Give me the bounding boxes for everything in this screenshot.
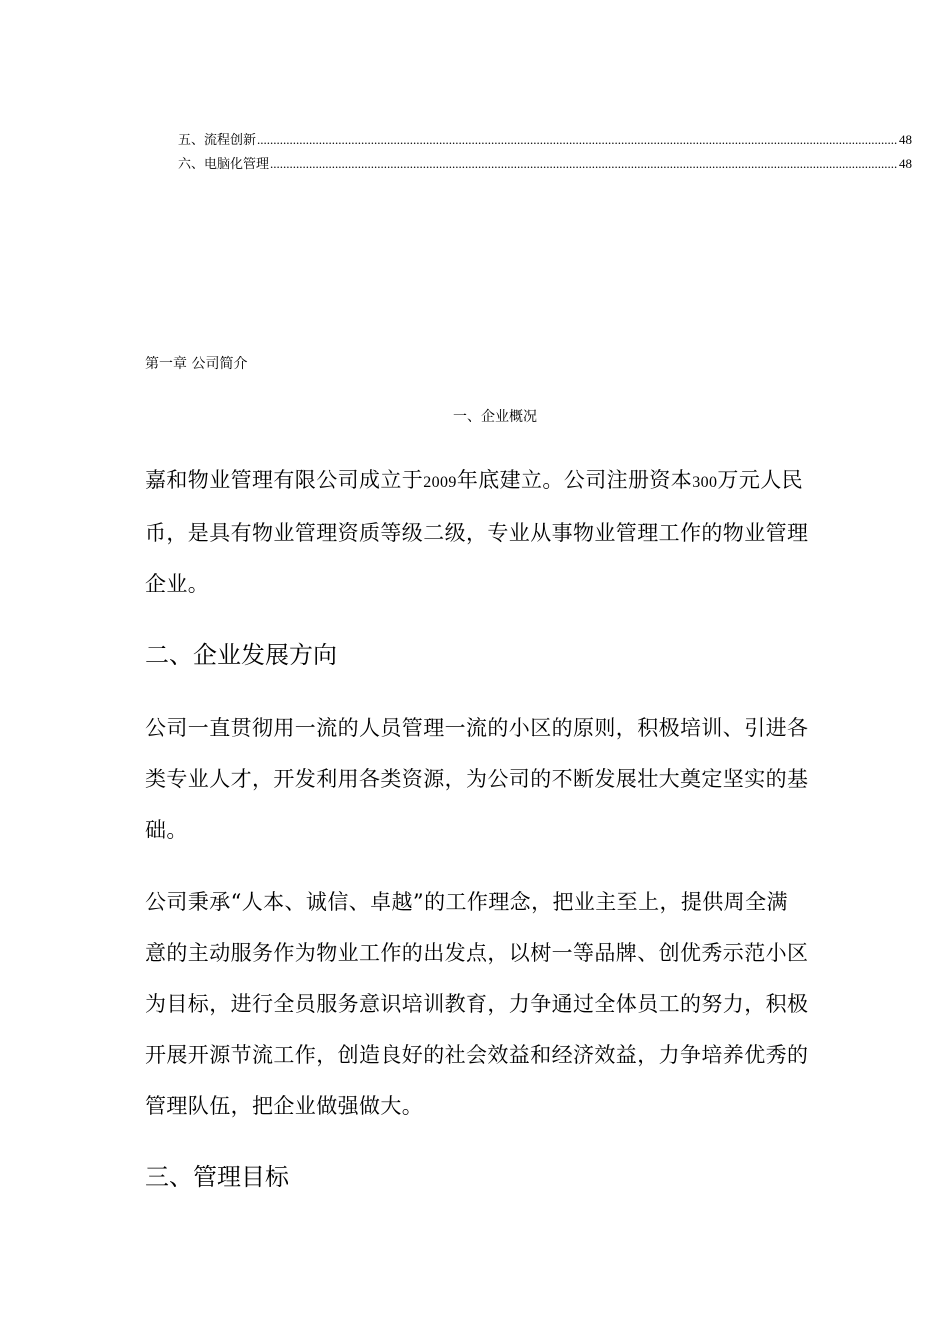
paragraph-line: 意的主动服务作为物业工作的出发点，以树一等品牌、创优秀示范小区 [145, 941, 809, 965]
section-heading-development: 二、企业发展方向 [145, 641, 337, 669]
chapter-title: 第一章 公司简介 [145, 356, 248, 372]
paragraph-line: 币，是具有物业管理资质等级二级，专业从事物业管理工作的物业管理 [145, 521, 809, 545]
paragraph-line: 公司秉承“人本、诚信、卓越”的工作理念，把业主至上，提供周全满 [145, 890, 788, 914]
paragraph-line: 管理队伍，把企业做强做大。 [145, 1094, 424, 1118]
toc-entry-page: 48 [899, 156, 912, 171]
overview-paragraph [145, 455, 850, 610]
toc-entry[interactable] [178, 128, 912, 152]
toc-leader-dots [257, 128, 898, 152]
toc-entry[interactable] [178, 152, 912, 176]
section-title-overview: 一、企业概况 [453, 409, 537, 425]
founding-year: 2009 [423, 474, 457, 491]
paragraph-line: 础。 [145, 818, 188, 842]
paragraph-line: 类专业人才，开发利用各类资源，为公司的不断发展壮大奠定坚实的基 [145, 767, 809, 791]
section-heading-management-goals: 三、管理目标 [145, 1163, 289, 1191]
paragraph-line: 开展开源节流工作，创造良好的社会效益和经济效益，力争培养优秀的 [145, 1043, 809, 1067]
table-of-contents [178, 128, 912, 176]
paragraph-line: 企业。 [145, 572, 210, 596]
toc-entry-label: 五、流程创新 [178, 133, 257, 148]
registered-capital: 300 [692, 474, 718, 491]
toc-entry-label: 六、电脑化管理 [178, 157, 270, 172]
toc-leader-dots [270, 152, 898, 176]
paragraph-line: 为目标，进行全员服务意识培训教育，力争通过全体员工的努力，积极 [145, 992, 809, 1016]
development-paragraph-1 [145, 703, 850, 856]
paragraph-line: 公司一直贯彻用一流的人员管理一流的小区的原则，积极培训、引进各 [145, 716, 809, 740]
toc-entry-page: 48 [899, 132, 912, 147]
paragraph-line: 嘉和物业管理有限公司成立于2009年底建立。公司注册资本300万元人民 [145, 468, 804, 492]
development-paragraph-2 [145, 877, 850, 1132]
